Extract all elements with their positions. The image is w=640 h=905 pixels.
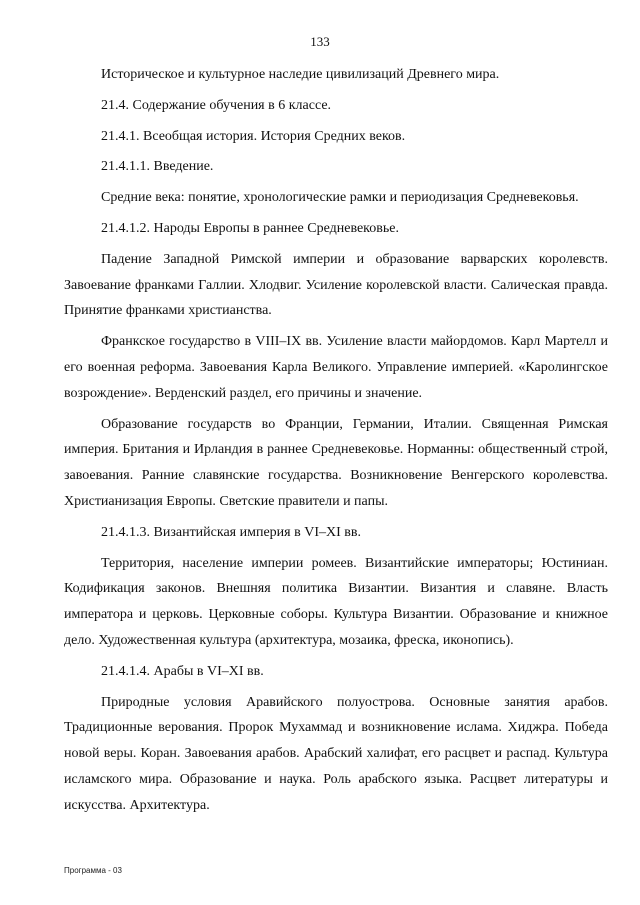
- page-number: 133: [310, 34, 330, 49]
- heading-byzantine-empire: 21.4.1.3. Византийская империя в VI–XI вв.: [101, 524, 361, 540]
- heading-introduction: 21.4.1.1. Введение.: [101, 159, 214, 175]
- heading-grade-6-content: 21.4. Содержание обучения в 6 классе.: [101, 97, 332, 113]
- paragraph-frankish-state: Франкское государство в VIII–IX вв. Усиление власти майордомов. Карл Мартелл и его военная реформа. Завоевания Карла Великого. Управление империей. «Каролингское возрождение». Верденский раздел, его причины и значение.: [64, 334, 608, 401]
- paragraph-heritage: Историческое и культурное наследие цивилизаций Древнего мира.: [101, 67, 500, 82]
- paragraph-byzantium: Территория, население империи ромеев. Византийские императоры; Юстиниан. Кодификация законов. Внешняя политика Византии. Византия и славяне. Власть императора и церковь. Церковные соборы. Культура Византии. Образование и книжное дело. Художественная культура (архитектура, мозаика, фреска, иконопись).: [64, 555, 608, 648]
- heading-peoples-of-europe: 21.4.1.2. Народы Европы в раннее Средневековье.: [101, 220, 399, 236]
- heading-world-history: 21.4.1. Всеобщая история. История Средних веков.: [101, 128, 406, 144]
- paragraph-arabs: Природные условия Аравийского полуострова. Основные занятия арабов. Традиционные верования. Пророк Мухаммад и возникновение ислама. Хиджра. Победа новой веры. Коран. Завоевания арабов. Арабский халифат, его расцвет и распад. Культура исламского мира. Образование и наука. Роль арабского языка. Расцвет литературы и искусства. Архитектура.: [64, 694, 608, 813]
- paragraph-formation-of-states: Образование государств во Франции, Германии, Италии. Священная Римская империя. Британия и Ирландия в раннее Средневековье. Норманны: общественный строй, завоевания. Ранние славянские государства. Возникновение Венгерского королевства. Христианизация Европы. Светские правители и папы.: [64, 416, 608, 509]
- footer-label: Программа - 03: [64, 866, 122, 875]
- paragraph-middle-ages-concept: Средние века: понятие, хронологические рамки и периодизация Средневековья.: [101, 190, 579, 206]
- paragraph-fall-of-rome: Падение Западной Римской империи и образование варварских королевств. Завоевание франками Галлии. Хлодвиг. Усиление королевской власти. Салическая правда. Принятие франками христианства.: [64, 251, 608, 319]
- document-body: [64, 62, 608, 824]
- heading-arabs: 21.4.1.4. Арабы в VI–XI вв.: [101, 663, 264, 679]
